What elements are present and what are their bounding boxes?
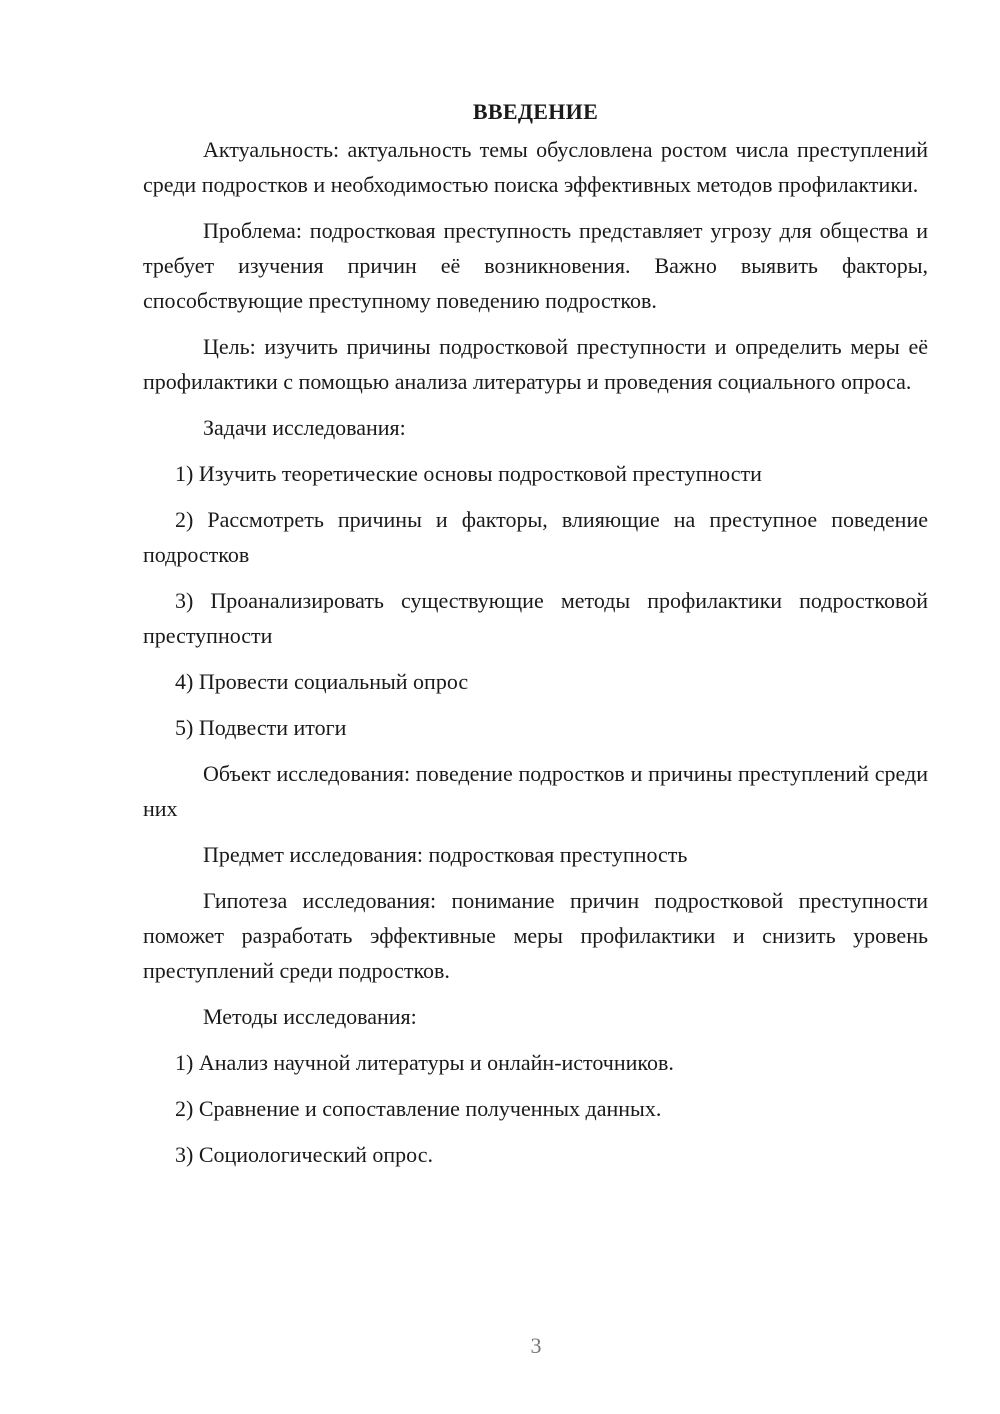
paragraph-goal: Цель: изучить причины подростковой преступности и определить меры её профилактики с помощью анализа литературы и проведения социального опроса. xyxy=(143,334,928,394)
task-item-4: 4) Провести социальный опрос xyxy=(175,669,469,694)
paragraph-object: Объект исследования: поведение подростков и причины преступлений среди них xyxy=(143,761,928,821)
section-title: ВВЕДЕНИЕ xyxy=(472,99,599,124)
page-number: 3 xyxy=(530,1333,542,1358)
paragraph-subject: Предмет исследования: подростковая преступность xyxy=(203,842,688,867)
paragraph-problem: Проблема: подростковая преступность представляет угрозу для общества и требует изучения причин её возникновения. Важно выявить факторы, способствующие преступному поведению подростков. xyxy=(143,218,928,313)
method-item-2: 2) Сравнение и сопоставление полученных данных. xyxy=(175,1096,662,1121)
methods-heading: Методы исследования: xyxy=(203,1004,417,1029)
paragraph-relevance: Актуальность: актуальность темы обусловлена ростом числа преступлений среди подростков и необходимостью поиска эффективных методов профилактики. xyxy=(143,137,928,197)
task-item-2: 2) Рассмотреть причины и факторы, влияющие на преступное поведение подростков xyxy=(143,507,928,567)
task-item-3: 3) Проанализировать существующие методы профилактики подростковой преступности xyxy=(143,588,928,648)
task-item-5: 5) Подвести итоги xyxy=(175,715,347,740)
task-item-1: 1) Изучить теоретические основы подростковой преступности xyxy=(175,461,762,486)
tasks-heading: Задачи исследования: xyxy=(203,415,406,440)
method-item-1: 1) Анализ научной литературы и онлайн-источников. xyxy=(175,1050,674,1075)
document-body xyxy=(143,96,928,1183)
method-item-3: 3) Социологический опрос. xyxy=(175,1142,433,1167)
paragraph-hypothesis: Гипотеза исследования: понимание причин подростковой преступности поможет разработать эффективные меры профилактики и снизить уровень преступлений среди подростков. xyxy=(143,888,928,983)
